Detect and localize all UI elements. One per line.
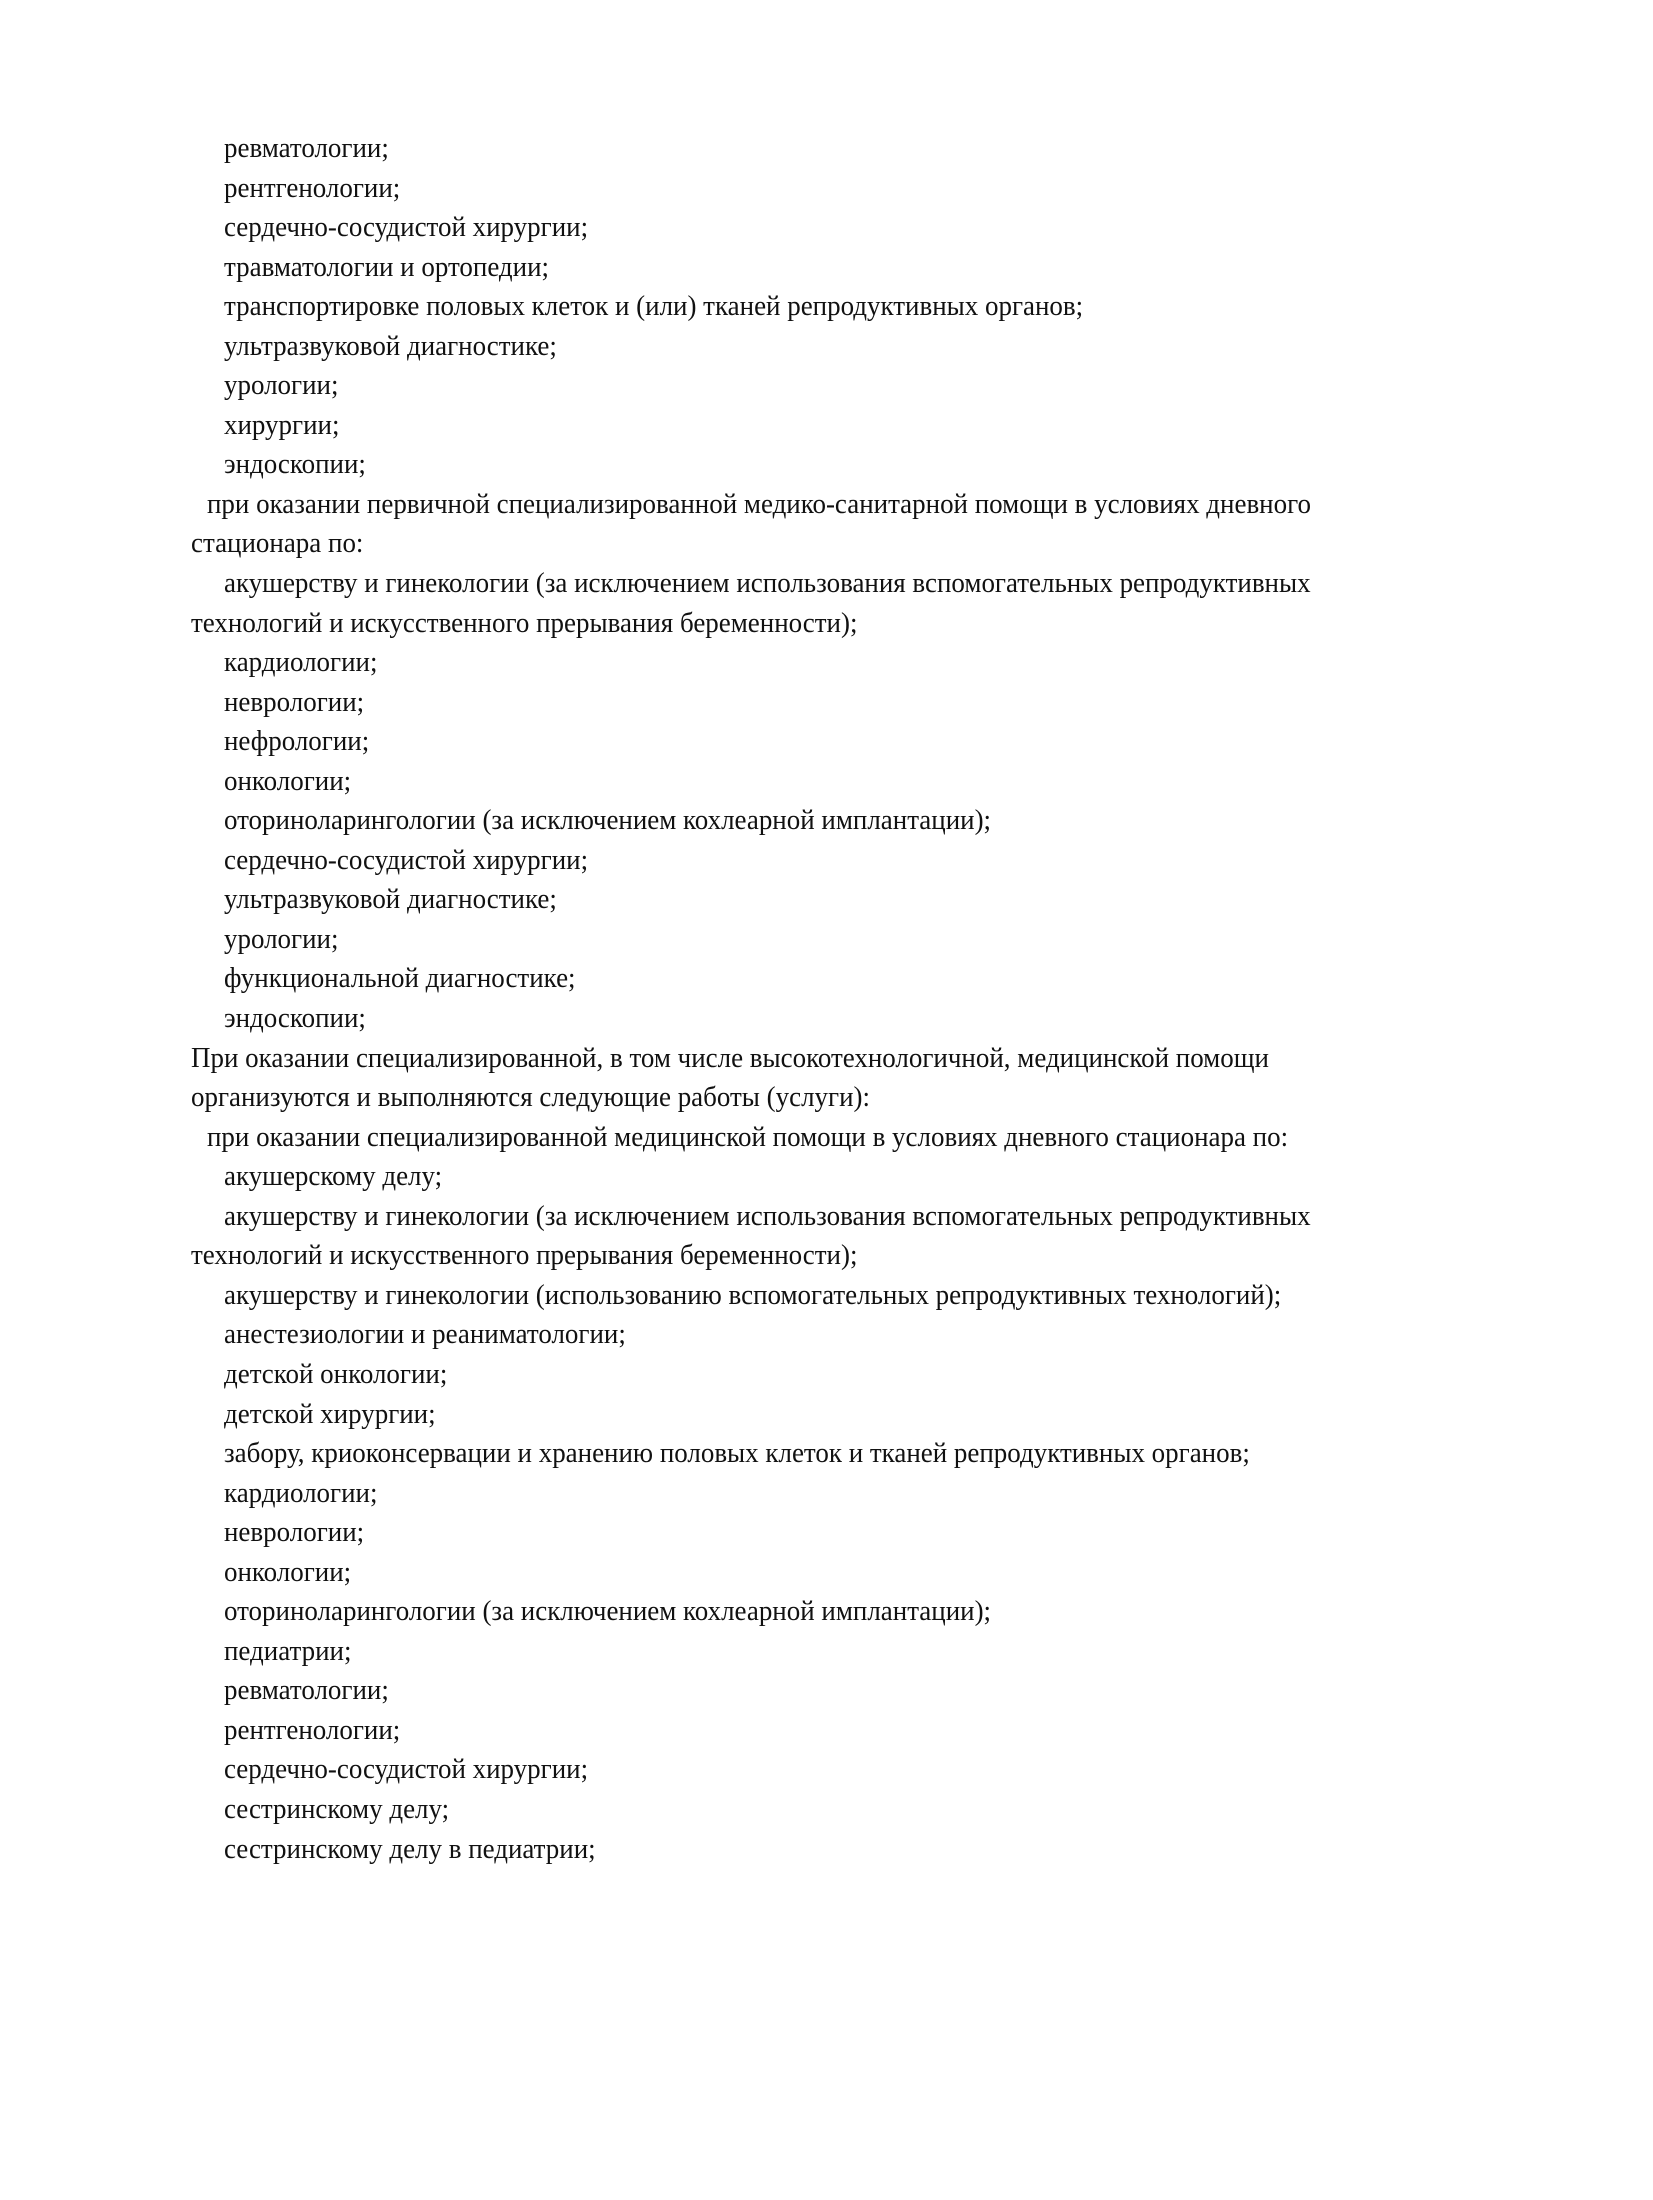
line-text: ультразвуковой диагностике; bbox=[224, 883, 557, 916]
list-item bbox=[0, 841, 1653, 881]
list-item bbox=[0, 683, 1653, 723]
line-text: сердечно-сосудистой хирургии; bbox=[224, 843, 589, 876]
line-text: сердечно-сосудистой хирургии; bbox=[224, 1753, 589, 1786]
line-text: сестринскому делу; bbox=[224, 1792, 450, 1825]
list-item bbox=[0, 1553, 1653, 1593]
line-text: технологий и искусственного прерывания беременности); bbox=[191, 1239, 858, 1272]
line-text: онкологии; bbox=[224, 764, 352, 797]
line-text: анестезиологии и реаниматологии; bbox=[224, 1318, 626, 1351]
list-item bbox=[0, 1830, 1653, 1870]
line-text: транспортировке половых клеток и (или) тканей репродуктивных органов; bbox=[224, 290, 1084, 323]
list-item bbox=[0, 1157, 1653, 1197]
line-text: сестринскому делу в педиатрии; bbox=[224, 1832, 596, 1865]
line-text: стационара по: bbox=[191, 527, 364, 560]
continuation-line bbox=[0, 524, 1653, 564]
line-text: При оказании специализированной, в том числе высокотехнологичной, медицинской помощи bbox=[191, 1041, 1269, 1074]
line-text: акушерству и гинекологии (за исключением использования вспомогательных репродуктивных bbox=[224, 567, 1311, 600]
list-item bbox=[0, 1750, 1653, 1790]
line-text: кардиологии; bbox=[224, 646, 378, 679]
line-text: ревматологии; bbox=[224, 1674, 389, 1707]
line-text: акушерству и гинекологии (за исключением использования вспомогательных репродуктивных bbox=[224, 1199, 1311, 1232]
line-text: хирургии; bbox=[224, 408, 340, 441]
list-item bbox=[0, 1474, 1653, 1514]
list-item bbox=[0, 445, 1653, 485]
line-text: оториноларингологии (за исключением кохлеарной имплантации); bbox=[224, 1595, 992, 1628]
line-text: при оказании первичной специализированной медико-санитарной помощи в условиях дневного bbox=[207, 487, 1311, 520]
line-text: урологии; bbox=[224, 922, 339, 955]
line-text: оториноларингологии (за исключением кохлеарной имплантации); bbox=[224, 804, 992, 837]
list-item bbox=[0, 1434, 1653, 1474]
section-subheading bbox=[0, 1118, 1653, 1158]
list-item bbox=[0, 1513, 1653, 1553]
list-item bbox=[0, 1671, 1653, 1711]
line-text: нефрологии; bbox=[224, 725, 370, 758]
list-item bbox=[0, 762, 1653, 802]
list-item bbox=[0, 1197, 1653, 1237]
line-text: неврологии; bbox=[224, 1516, 365, 1549]
line-text: эндоскопии; bbox=[224, 1002, 366, 1035]
section-paragraph bbox=[0, 1039, 1653, 1079]
line-text: онкологии; bbox=[224, 1555, 352, 1588]
list-item bbox=[0, 1711, 1653, 1751]
section-subheading bbox=[0, 485, 1653, 525]
list-item bbox=[0, 1276, 1653, 1316]
line-text: забору, криоконсервации и хранению половых клеток и тканей репродуктивных органов; bbox=[224, 1437, 1250, 1470]
list-item bbox=[0, 1355, 1653, 1395]
list-item bbox=[0, 1790, 1653, 1830]
list-item bbox=[0, 129, 1653, 169]
line-text: ультразвуковой диагностике; bbox=[224, 329, 557, 362]
list-item bbox=[0, 999, 1653, 1039]
line-text: эндоскопии; bbox=[224, 448, 366, 481]
list-item bbox=[0, 1395, 1653, 1435]
list-item bbox=[0, 406, 1653, 446]
line-text: кардиологии; bbox=[224, 1476, 378, 1509]
line-text: рентгенологии; bbox=[224, 1713, 401, 1746]
list-item bbox=[0, 564, 1653, 604]
list-item bbox=[0, 327, 1653, 367]
list-item bbox=[0, 959, 1653, 999]
continuation-line bbox=[0, 604, 1653, 644]
list-item bbox=[0, 248, 1653, 288]
line-text: детской хирургии; bbox=[224, 1397, 436, 1430]
list-item bbox=[0, 801, 1653, 841]
line-text: технологий и искусственного прерывания беременности); bbox=[191, 606, 858, 639]
line-text: неврологии; bbox=[224, 685, 365, 718]
list-item bbox=[0, 1592, 1653, 1632]
list-item bbox=[0, 1315, 1653, 1355]
list-item bbox=[0, 643, 1653, 683]
continuation-line bbox=[0, 1236, 1653, 1276]
document-page bbox=[0, 129, 1653, 1869]
list-item bbox=[0, 880, 1653, 920]
line-text: рентгенологии; bbox=[224, 171, 401, 204]
line-text: организуются и выполняются следующие работы (услуги): bbox=[191, 1081, 871, 1114]
list-item bbox=[0, 920, 1653, 960]
line-text: акушерству и гинекологии (использованию вспомогательных репродуктивных технологий); bbox=[224, 1278, 1282, 1311]
list-item bbox=[0, 1632, 1653, 1672]
line-text: сердечно-сосудистой хирургии; bbox=[224, 211, 589, 244]
line-text: педиатрии; bbox=[224, 1634, 352, 1667]
list-item bbox=[0, 366, 1653, 406]
list-item bbox=[0, 722, 1653, 762]
line-text: травматологии и ортопедии; bbox=[224, 250, 550, 283]
line-text: при оказании специализированной медицинской помощи в условиях дневного стационара по: bbox=[207, 1120, 1289, 1153]
list-item bbox=[0, 208, 1653, 248]
continuation-line bbox=[0, 1078, 1653, 1118]
line-text: функциональной диагностике; bbox=[224, 962, 576, 995]
line-text: акушерскому делу; bbox=[224, 1160, 443, 1193]
line-text: урологии; bbox=[224, 369, 339, 402]
line-text: детской онкологии; bbox=[224, 1357, 448, 1390]
list-item bbox=[0, 169, 1653, 209]
line-text: ревматологии; bbox=[224, 132, 389, 164]
list-item bbox=[0, 287, 1653, 327]
